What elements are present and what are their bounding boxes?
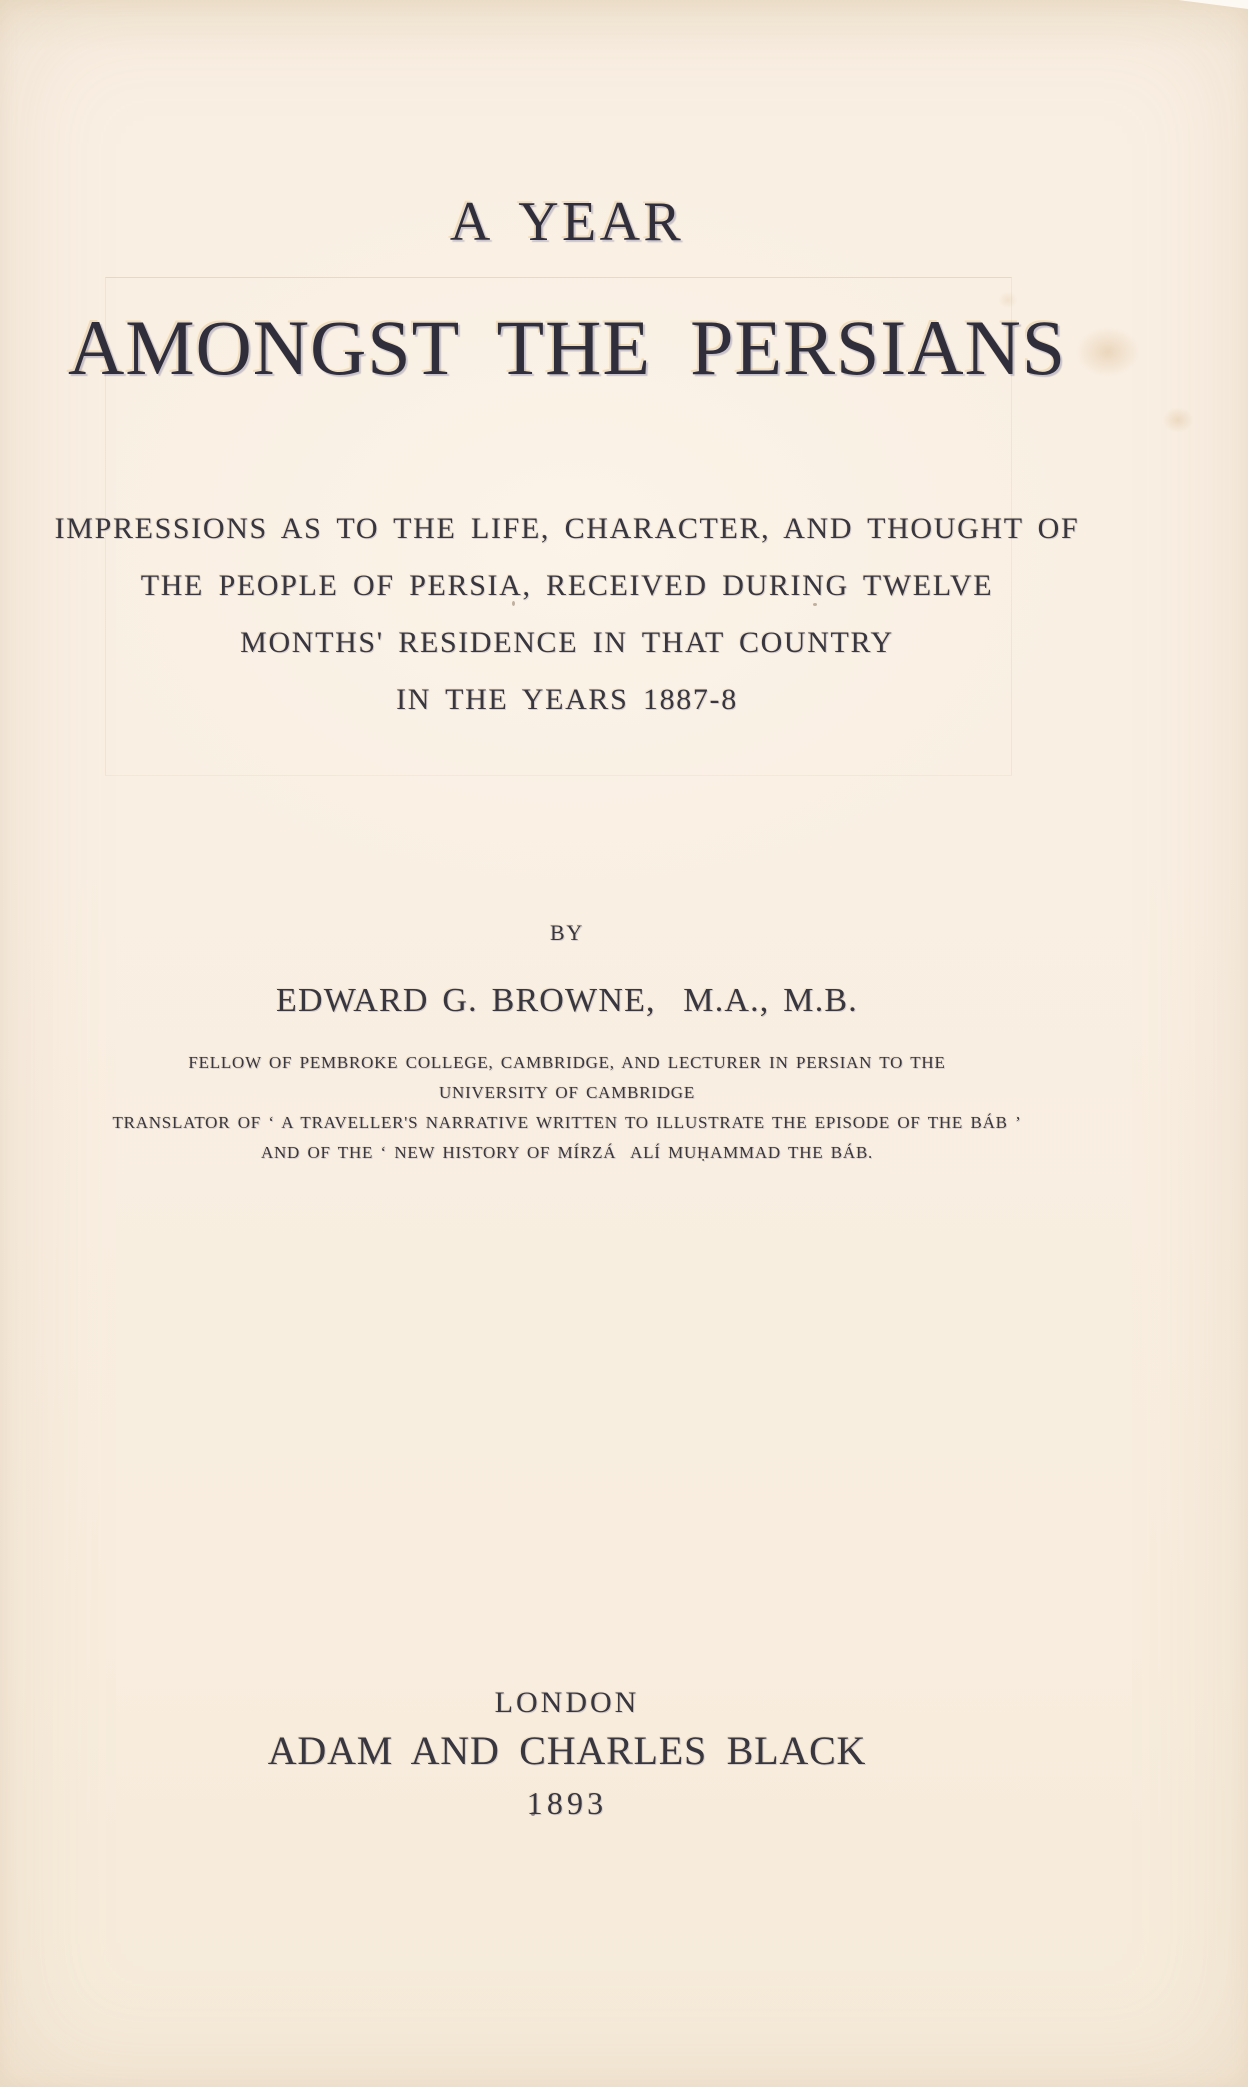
author-name: EDWARD G. BROWNE, M.A., M.B. xyxy=(276,982,858,1019)
book-title-line-1: A YEAR xyxy=(449,191,685,253)
subtitle-line-2: THE PEOPLE OF PERSIA, RECEIVED DURING TWELVE xyxy=(140,569,994,602)
credential-line-2: UNIVERSITY OF CAMBRIDGE xyxy=(439,1083,695,1102)
credential-line-1: FELLOW OF PEMBROKE COLLEGE, CAMBRIDGE, AND LECTURER IN PERSIAN TO THE xyxy=(188,1053,946,1072)
subtitle-line-1: IMPRESSIONS AS TO THE LIFE, CHARACTER, AND THOUGHT OF xyxy=(54,512,1080,545)
imprint-publisher: ADAM AND CHARLES BLACK xyxy=(267,1728,867,1773)
subtitle-line-3: MONTHS' RESIDENCE IN THAT COUNTRY xyxy=(240,626,894,659)
credential-line-3: TRANSLATOR OF ‘ A TRAVELLER'S NARRATIVE WRITTEN TO ILLUSTRATE THE EPISODE OF THE BÁB ’ xyxy=(112,1113,1022,1132)
subtitle-line-4: IN THE YEARS 1887-8 xyxy=(396,683,738,716)
byline-label: BY xyxy=(549,920,585,945)
author-credentials-block xyxy=(0,1048,1134,1168)
imprint-year: 1893 xyxy=(526,1785,608,1821)
scan-corner-artifact xyxy=(1178,0,1248,9)
subtitle-block xyxy=(0,500,1134,728)
credential-line-4: AND OF THE ‘ NEW HISTORY OF MÍRZÁ ALÍ MUḤAMMAD THE BÁB. xyxy=(260,1143,874,1162)
book-title-line-2: AMONGST THE PERSIANS xyxy=(67,304,1067,391)
imprint-city: LONDON xyxy=(494,1686,640,1719)
